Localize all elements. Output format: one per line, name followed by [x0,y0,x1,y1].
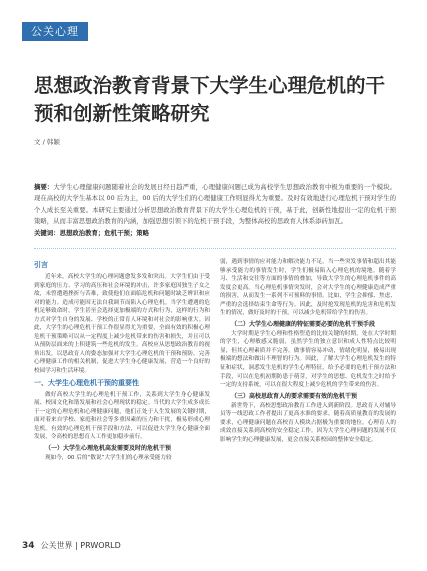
abstract-text: 大学生心理健康问题随着社会的发展日经日趋严重，心理健康问题已成为高校学生思想政治教育中极为重要的一个模块。现在高校的大学生基本以 00 后为主，00 后的大学生们的心理健康工作则显得尤为重要。及时有效地进行心理危机干预对学生的个人成长至关重要。本研究主要通过分析思想政治教育背景下的大学生心理危机的干预，基于此，创新性地提出一定的危机干预策略，从而丰富思想政治教育的内涵，加强思想引领下的危机干预手段，为整体高校的思政育人体系添砖加瓦。 [34,183,397,225]
subsection-3-heading: （三）高校思政育人的要求需要有效的危机干预 [231,392,358,400]
left-column [34,258,210,462]
subsection-1-heading: （一）大学生心理危机高发需要及时的危机干预 [45,444,172,452]
page-number: 34 [22,541,35,551]
section-1-paragraph: 做好高校大学生的心理危机干预工作，关系到大学生身心健康发展、校园文化和谐发展和社会心理现状的稳定。当代的大学生成多成长于一定的心理危机和心理健康问题，他们正处于人生发展的关键时期，面对着来自学校、家庭和社会等多重因素的压力和干扰，极易形成心理危机。有效的心理危机干预手段和方法，可以促进大学生身心健康全面发展，令高校的思想育人工作更加稳步前行。 [34,391,210,441]
subsection-2-paragraph: 大学时期是学生心理和性格塑造的比较关键的时期。处在大学时期的学生，心理敏感又脆弱，虽然学生的独立意识和成人性特点比较明显，但其心理素质并不完善。做事情容易冲动，情绪化明显，极易出现极端的想法和做出不理智的行为。因此，了解大学生心理危机发生的特征和症状，洞悉发生危机的学生心理特征，给予必要的危机干预方法和手段，可以在危机初期防患于萌芽，对学生的思想、危机发生之时给予一定的支持系统，可以在很大程度上减少危机的学生带来的伤害。 [220,330,396,389]
subsection-1-paragraph: 现如今，00 后的“数说”大学生们的心理承受能力较 [45,454,172,461]
continued-paragraph: 弱，遇到事情的应对能力和解决能力不足。当一些突发事情和超出其能够承受能力的事情发生时，学生们极易陷入心理危机的境地。随着学习、生活和交往等方面的事情的叠加，导致大学生的心理危机事件的高发度会更高。当心理危机事情突发时，会对大学生的心理健康造成严重的损害，从而发生一系列不可预料的事情。比如，学生会抑郁、焦虑、严重的会选择结束生命等行为。因此，及时抢发现危机的危害和危机发生的情况，做好及时的干预，可以减少危机带给学生的伤害。 [220,259,396,317]
subsection-2-heading: （二）大学生心理健康的特征需要必要的危机干预手段 [231,320,376,328]
keywords-label: 关键词： [34,229,60,237]
right-column [220,258,396,444]
section-1-heading: 一、大学生心理危机干预的重要性 [34,378,139,387]
subsection-3-paragraph: 新世势下，高校思想政治教育工作进入到新阶段。思政育人对辅导员等一线思政工作者提出了更高水准的要求。随着高质量教育的发展的要求，心理健康问题在高校育人模块占据极为重要的地位。心理育人的成效直接关系到高校的安全稳定工作。因为大学生心理问题的发展不仅影响学生的心理健康发展，更会直接关系校园的整体安全稳定。 [220,402,396,443]
journal-name: 公关世界 | PRWORLD [40,541,121,550]
abstract-label: 摘要： [34,183,54,191]
keywords-text: 思想政治教育；危机干预；策略 [59,229,150,237]
keywords [34,228,396,239]
abstract [34,182,396,227]
intro-paragraph: 近年来，高校大学生的心理问题愈发多发和突出。大学生们由于受到家庭的压力、学习的高压和社会环境的冲击，许多家庭因独生子女之故，未曾遭遇挫折与苦难，致使他们在面临危机和问题时缺乏辨识和应对的能力。造成可能因无法自我调节而陷入心理危机。当学生遭遇的危机足够致命时，学生甚至会选择更加极端的方式和行为，这样的行为和方式对学生自身的发展、学校的正常育人环境和对社会的影响重大。因此，大学生的心理危机干预工作很显得尤为重要，全面有效的积极心理危机干预策略可以从一定程度上减少危机带来的伤害和损失，并且可以从预防层面来的上积建筑一些危机的发生。高校应从思想政治教育的视角出发，以思政育人的姿态加强对大学生心理危机的干预和预防，完善心理健康工作的相关机制，促进大学生身心健康发展，营造一个良好的校园学习和生活环境。 [34,274,210,375]
author-line: 文 / 韩颖 [34,138,60,146]
divider [34,248,396,249]
article-title: 思想政治教育背景下大学生心理危机的干预和创新性策略研究 [34,74,386,125]
section-badge: 公关心理 [22,22,88,41]
intro-heading: 引言 [34,261,48,269]
page-footer [22,540,121,551]
